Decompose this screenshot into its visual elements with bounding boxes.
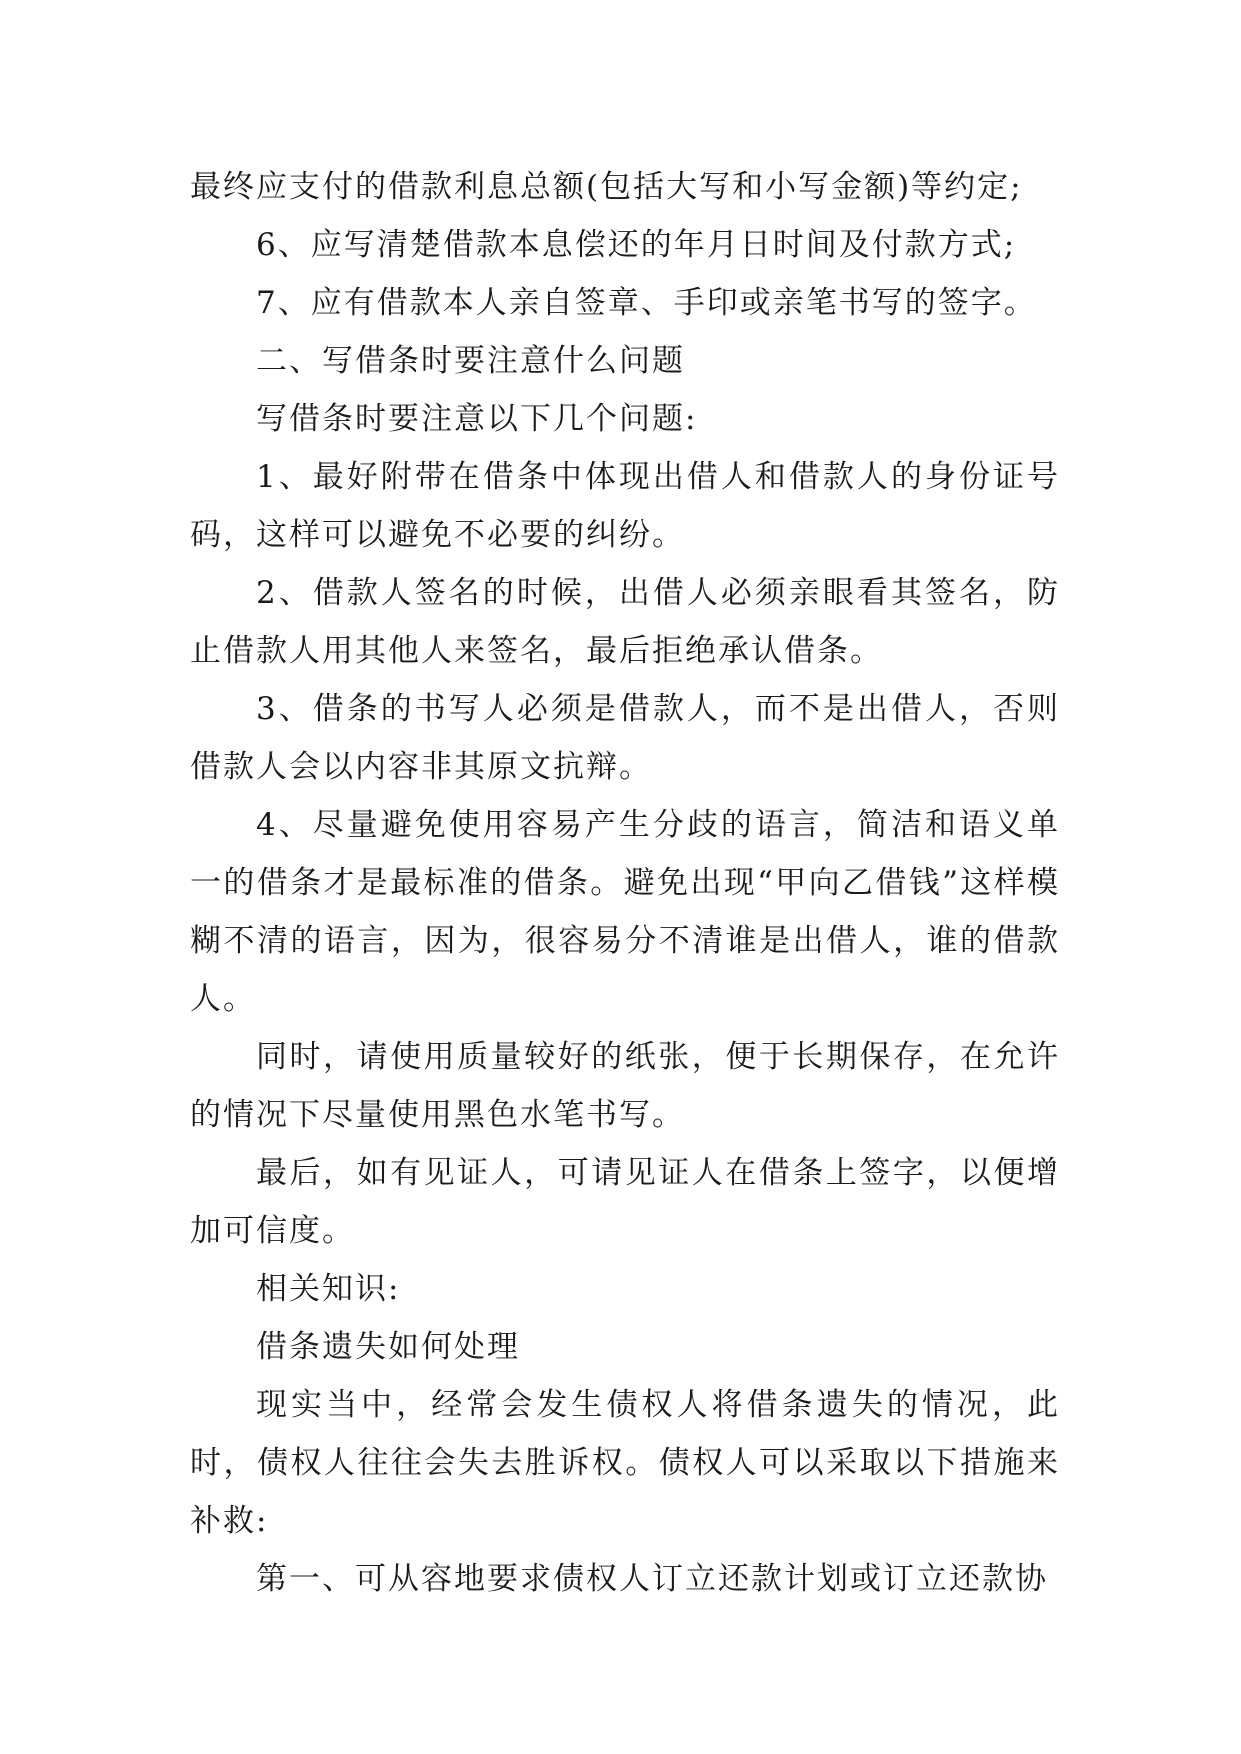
paragraph-note-2: 2、借款人签名的时候，出借人必须亲眼看其签名，防止借款人用其他人来签名，最后拒绝承认借条。	[190, 575, 1060, 669]
paragraph-note-4: 4、尽量避免使用容易产生分歧的语言，简洁和语义单一的借条才是最标准的借条。避免出现“甲向乙借钱”这样模糊不清的语言，因为，很容易分不清谁是出借人，谁的借款人。	[190, 807, 1060, 1017]
section-heading-notes: 二、写借条时要注意什么问题	[256, 343, 685, 379]
paragraph-notes-intro: 写借条时要注意以下几个问题:	[256, 401, 698, 437]
subheading-lost-iou: 借条遗失如何处理	[256, 1329, 520, 1365]
paragraph-note-3: 3、借条的书写人必须是借款人，而不是出借人，否则借款人会以内容非其原文抗辩。	[190, 691, 1060, 785]
paragraph-witness: 最后，如有见证人，可请见证人在借条上签字，以便增加可信度。	[190, 1155, 1060, 1249]
paragraph-lost-iou: 现实当中，经常会发生债权人将借条遗失的情况，此时，债权人往往会失去胜诉权。债权人可以采取以下措施来补救:	[190, 1387, 1060, 1539]
paragraph-interest-total: 最终应支付的借款利息总额(包括大写和小写金额)等约定;	[190, 169, 1023, 205]
document-body	[190, 158, 1060, 1608]
paragraph-item-6: 6、应写清楚借款本息偿还的年月日时间及付款方式;	[256, 227, 1017, 263]
paragraph-paper-quality: 同时，请使用质量较好的纸张，便于长期保存，在允许的情况下尽量使用黑色水笔书写。	[190, 1039, 1060, 1133]
paragraph-item-7: 7、应有借款本人亲自签章、手印或亲笔书写的签字。	[256, 285, 1037, 321]
paragraph-note-1: 1、最好附带在借条中体现出借人和借款人的身份证号码，这样可以避免不必要的纠纷。	[190, 459, 1060, 553]
related-knowledge-label: 相关知识:	[256, 1271, 401, 1307]
paragraph-remedy-1: 第一、可从容地要求债权人订立还款计划或订立还款协	[256, 1561, 1048, 1597]
